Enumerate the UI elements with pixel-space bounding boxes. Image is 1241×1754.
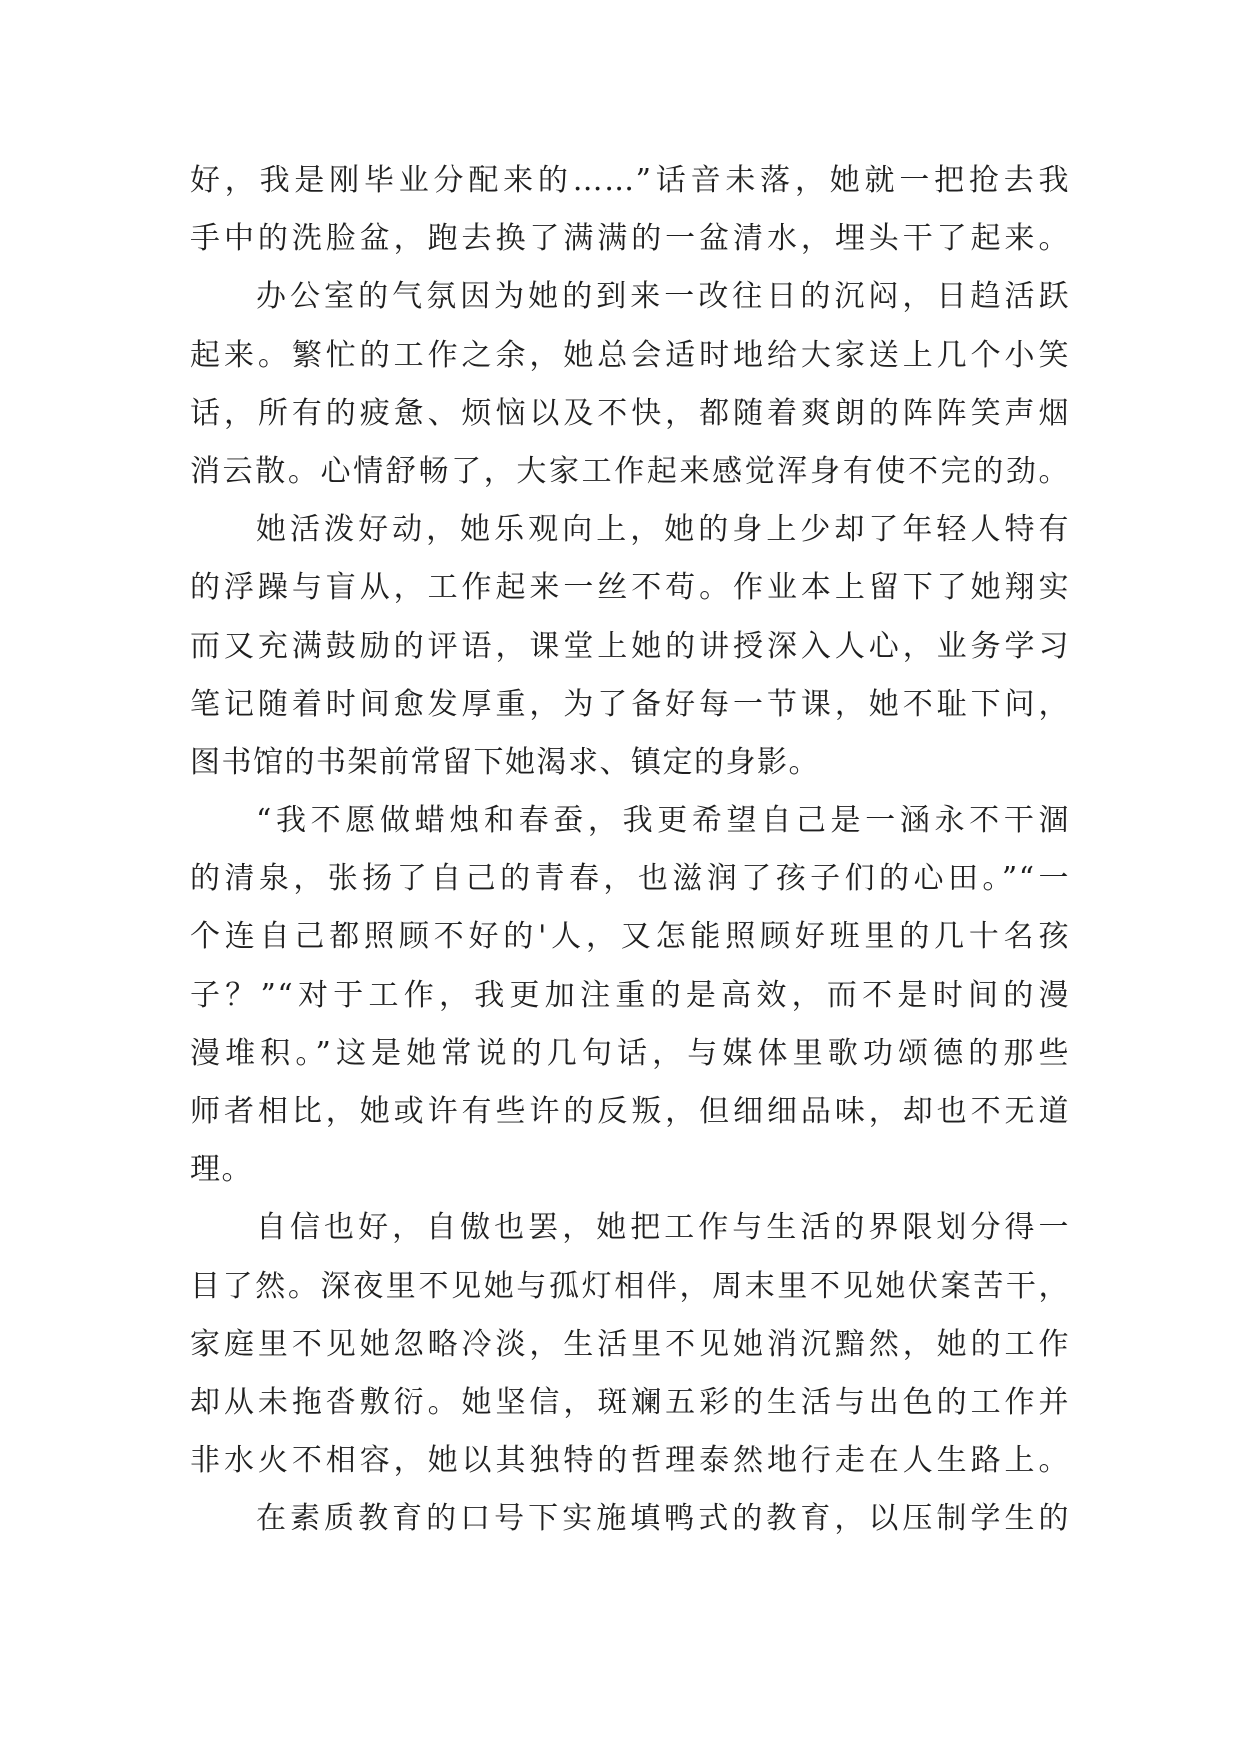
text-line: 办公室的气氛因为她的到来一改往日的沉闷，日趋活跃 (256, 279, 1070, 315)
text-line: 个连自己都照顾不好的'人，又怎能照顾好班里的几十名孩 (190, 919, 1070, 955)
text-line: 她活泼好动，她乐观向上，她的身上少却了年轻人特有 (256, 512, 1070, 548)
text-line: 好，我是刚毕业分配来的……”话音未落，她就一把抢去我 (190, 163, 1070, 198)
text-line: 手中的洗脸盆，跑去换了满满的一盆清水，埋头干了起来。 (190, 221, 1070, 257)
text-line: 话，所有的疲惫、烦恼以及不快，都随着爽朗的阵阵笑声烟 (190, 395, 1070, 431)
text-line: 非水火不相容，她以其独特的哲理泰然地行走在人生路上。 (190, 1443, 1070, 1479)
text-line: 的清泉，张扬了自己的青春，也滋润了孩子们的心田。”“一 (190, 861, 1070, 897)
text-line: 消云散。心情舒畅了，大家工作起来感觉浑身有使不完的劲。 (190, 453, 1070, 489)
text-line: 笔记随着时间愈发厚重，为了备好每一节课，她不耻下问， (190, 686, 1070, 722)
text-line: 师者相比，她或许有些许的反叛，但细细品味，却也不无道 (190, 1094, 1070, 1129)
text-line: 图书馆的书架前常留下她渴求、镇定的身影。 (190, 744, 820, 780)
text-line: 家庭里不见她忽略冷淡，生活里不见她消沉黯然，她的工作 (190, 1326, 1070, 1362)
text-line: 的浮躁与盲从，工作起来一丝不苟。作业本上留下了她翔实 (190, 570, 1070, 606)
body-text (190, 152, 1070, 1549)
text-line: 子？”“对于工作，我更加注重的是高效，而不是时间的漫 (190, 977, 1070, 1013)
text-line: 却从未拖沓敷衍。她坚信，斑斓五彩的生活与出色的工作并 (190, 1384, 1070, 1420)
text-line: 而又充满鼓励的评语，课堂上她的讲授深入人心，业务学习 (190, 628, 1070, 664)
text-line: 目了然。深夜里不见她与孤灯相伴，周末里不见她伏案苦干， (190, 1268, 1070, 1304)
text-line: 漫堆积。”这是她常说的几句话，与媒体里歌功颂德的那些 (190, 1035, 1070, 1071)
text-line: 在素质教育的口号下实施填鸭式的教育，以压制学生的 (256, 1501, 1070, 1537)
text-line: 起来。繁忙的工作之余，她总会适时地给大家送上几个小笑 (190, 337, 1070, 373)
text-line: 理。 (190, 1152, 253, 1188)
text-line: “我不愿做蜡烛和春蚕，我更希望自己是一涵永不干涸 (256, 803, 1070, 839)
text-line: 自信也好，自傲也罢，她把工作与生活的界限划分得一 (256, 1210, 1070, 1246)
